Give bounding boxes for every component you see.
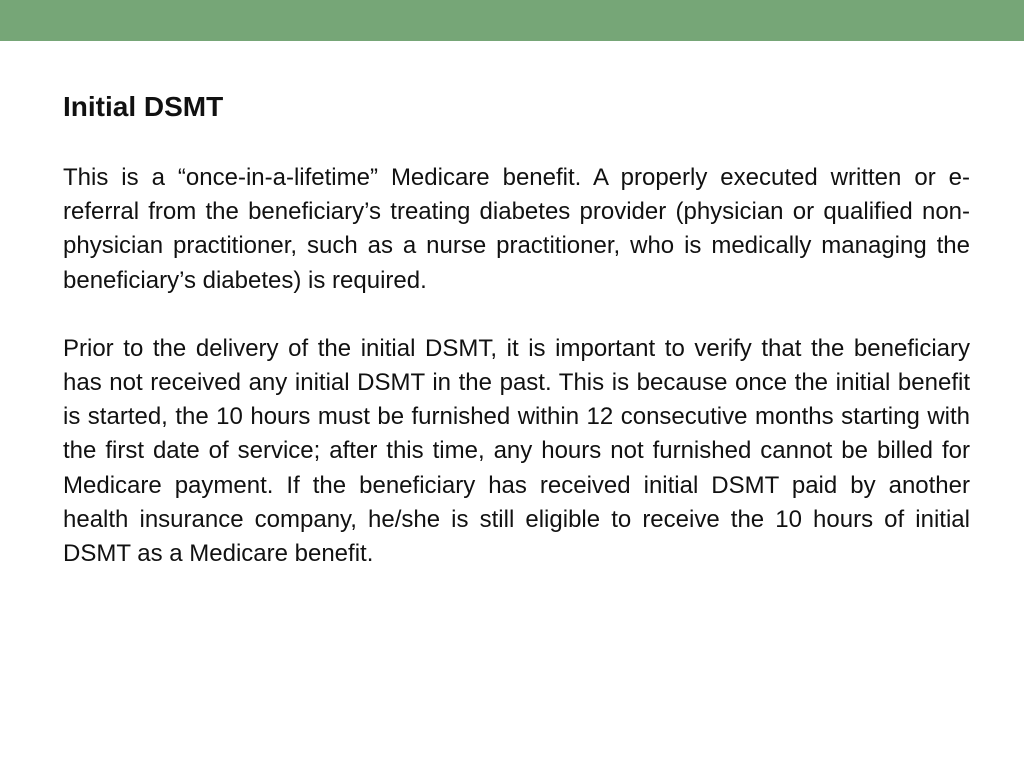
body-paragraph-1: This is a “once-in-a-lifetime” Medicare benefit. A properly executed written or e-referral from the beneficiary’s treating diabetes provider (physician or qualified non-physician practitioner, such as a nurse practitioner, who is medically managing the beneficiary’s diabetes) is required. <box>63 164 970 294</box>
slide-content <box>63 88 970 571</box>
body-paragraph-2: Prior to the delivery of the initial DSMT, it is important to verify that the beneficiary has not received any initial DSMT in the past. This is because once the initial benefit is started, the 10 hours must be furnished within 12 consecutive months starting with the first date of service; after this time, any hours not furnished cannot be billed for Medicare payment. If the beneficiary has received initial DSMT paid by another health insurance company, he/she is still eligible to receive the 10 hours of initial DSMT as a Medicare benefit. <box>63 334 970 568</box>
header-band <box>0 0 1024 41</box>
slide-title: Initial DSMT <box>63 91 224 122</box>
